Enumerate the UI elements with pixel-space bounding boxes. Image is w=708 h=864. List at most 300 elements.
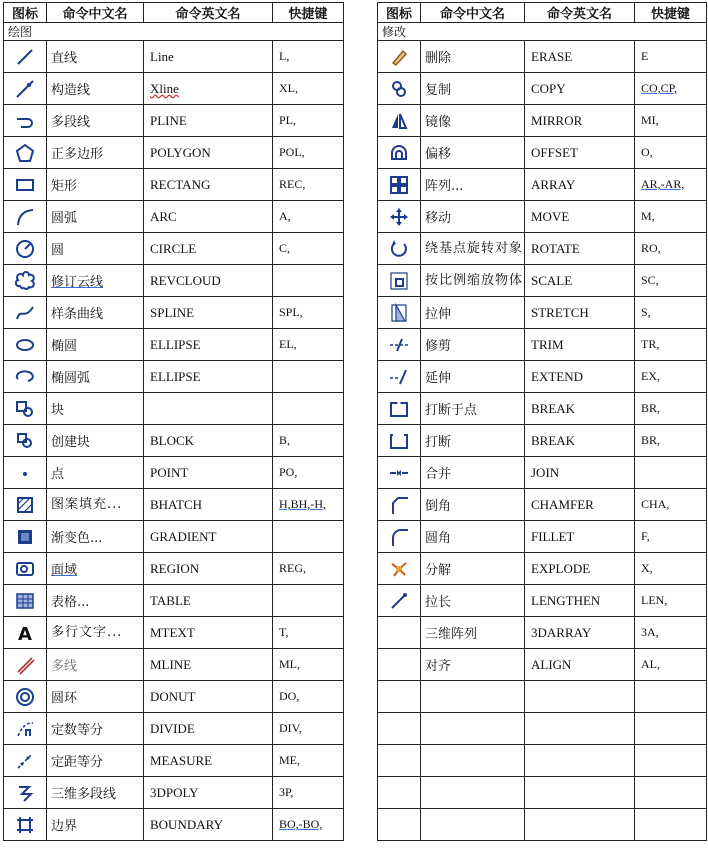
rectangle-icon bbox=[14, 174, 36, 196]
icon-cell bbox=[378, 649, 421, 681]
en-name-cell: DIVIDE bbox=[144, 713, 273, 745]
table-row bbox=[378, 73, 707, 105]
cn-name-cell: 直线 bbox=[47, 41, 144, 73]
table-row bbox=[4, 713, 344, 745]
icon-cell bbox=[378, 585, 421, 617]
icon-cell bbox=[378, 425, 421, 457]
icon-cell bbox=[4, 617, 47, 649]
en-name-cell: POINT bbox=[144, 457, 273, 489]
en-name-cell: DONUT bbox=[144, 681, 273, 713]
icon-cell bbox=[4, 713, 47, 745]
table-row bbox=[4, 329, 344, 361]
icon-cell bbox=[4, 41, 47, 73]
cn-name-cell: 椭圆弧 bbox=[47, 361, 144, 393]
table-row bbox=[378, 681, 707, 713]
en-name-cell: ELLIPSE bbox=[144, 361, 273, 393]
cn-name-cell: 修订云线 bbox=[47, 265, 144, 297]
icon-cell bbox=[4, 745, 47, 777]
table-row bbox=[4, 41, 344, 73]
cn-name-cell: 圆环 bbox=[47, 681, 144, 713]
en-name-cell: STRETCH bbox=[525, 297, 635, 329]
measure-icon bbox=[14, 750, 36, 772]
cn-name-cell bbox=[421, 777, 525, 809]
cn-name-cell: 阵列... bbox=[421, 169, 525, 201]
explode-icon bbox=[388, 558, 410, 580]
table-row bbox=[378, 713, 707, 745]
xline-icon bbox=[14, 78, 36, 100]
shortcut-cell: 3A, bbox=[635, 617, 707, 649]
block-icon bbox=[14, 398, 36, 420]
cn-name-cell: 样条曲线 bbox=[47, 297, 144, 329]
table-row bbox=[4, 393, 344, 425]
ellipse-arc-icon bbox=[14, 366, 36, 388]
table-row bbox=[4, 777, 344, 809]
cn-name-cell: 绕基点旋转对象 bbox=[421, 233, 525, 265]
en-name-cell: BREAK bbox=[525, 393, 635, 425]
cn-name-cell: 点 bbox=[47, 457, 144, 489]
arc-icon bbox=[14, 206, 36, 228]
shortcut-cell bbox=[273, 521, 344, 553]
icon-cell bbox=[378, 617, 421, 649]
shortcut-cell: MI, bbox=[635, 105, 707, 137]
en-name-cell: MTEXT bbox=[144, 617, 273, 649]
shortcut-cell: B, bbox=[273, 425, 344, 457]
header-icon: 图标 bbox=[4, 3, 47, 23]
cn-name-cell: 矩形 bbox=[47, 169, 144, 201]
table-row bbox=[378, 649, 707, 681]
icon-cell bbox=[4, 489, 47, 521]
shortcut-cell: XL, bbox=[273, 73, 344, 105]
header-cn-name: 命令中文名 bbox=[47, 3, 144, 23]
circle-icon bbox=[14, 238, 36, 260]
shortcut-cell: L, bbox=[273, 41, 344, 73]
revcloud-icon bbox=[14, 270, 36, 292]
icon-cell bbox=[378, 73, 421, 105]
ellipse-icon bbox=[14, 334, 36, 356]
divide-icon bbox=[14, 718, 36, 740]
shortcut-cell bbox=[635, 713, 707, 745]
icon-cell bbox=[4, 201, 47, 233]
cn-name-cell: 对齐 bbox=[421, 649, 525, 681]
icon-cell bbox=[378, 681, 421, 713]
shortcut-cell: LEN, bbox=[635, 585, 707, 617]
shortcut-cell: PL, bbox=[273, 105, 344, 137]
header-shortcut: 快捷键 bbox=[273, 3, 344, 23]
shortcut-cell: BR, bbox=[635, 393, 707, 425]
table-row bbox=[378, 425, 707, 457]
icon-cell bbox=[378, 41, 421, 73]
en-name-cell: RECTANG bbox=[144, 169, 273, 201]
header-cn-name: 命令中文名 bbox=[421, 3, 525, 23]
table-row bbox=[4, 265, 344, 297]
table-icon bbox=[14, 590, 36, 612]
icon-cell bbox=[378, 553, 421, 585]
table-row bbox=[4, 553, 344, 585]
table-row bbox=[378, 297, 707, 329]
copy-icon bbox=[388, 78, 410, 100]
point-icon bbox=[14, 462, 36, 484]
shortcut-cell bbox=[635, 745, 707, 777]
icon-cell bbox=[378, 329, 421, 361]
shortcut-cell: 3P, bbox=[273, 777, 344, 809]
shortcut-cell bbox=[635, 457, 707, 489]
table-row bbox=[378, 105, 707, 137]
section-title-modify: 修改 bbox=[378, 23, 707, 41]
table-row bbox=[378, 41, 707, 73]
icon-cell bbox=[4, 777, 47, 809]
cn-name-cell: 多行文字... bbox=[47, 617, 144, 649]
icon-cell bbox=[4, 105, 47, 137]
shortcut-cell: CHA, bbox=[635, 489, 707, 521]
en-name-cell: FILLET bbox=[525, 521, 635, 553]
shortcut-cell: EX, bbox=[635, 361, 707, 393]
cn-name-cell: 偏移 bbox=[421, 137, 525, 169]
icon-cell bbox=[378, 233, 421, 265]
table-row bbox=[4, 649, 344, 681]
shortcut-cell: EL, bbox=[273, 329, 344, 361]
icon-cell bbox=[4, 809, 47, 841]
icon-cell bbox=[4, 585, 47, 617]
shortcut-cell bbox=[273, 585, 344, 617]
table-row bbox=[378, 265, 707, 297]
icon-cell bbox=[4, 553, 47, 585]
en-name-cell: MIRROR bbox=[525, 105, 635, 137]
table-row bbox=[4, 809, 344, 841]
table-row bbox=[4, 105, 344, 137]
stretch-icon bbox=[388, 302, 410, 324]
table-row bbox=[4, 361, 344, 393]
chamfer-icon bbox=[388, 494, 410, 516]
cn-name-cell bbox=[421, 713, 525, 745]
table-row bbox=[4, 489, 344, 521]
shortcut-cell: S, bbox=[635, 297, 707, 329]
icon-cell bbox=[378, 457, 421, 489]
icon-cell bbox=[4, 393, 47, 425]
table-row bbox=[4, 681, 344, 713]
table-row bbox=[378, 233, 707, 265]
table-row bbox=[378, 489, 707, 521]
shortcut-cell: A, bbox=[273, 201, 344, 233]
cn-name-cell: 移动 bbox=[421, 201, 525, 233]
section-row bbox=[378, 23, 707, 41]
table-row bbox=[378, 809, 707, 841]
table-row bbox=[4, 201, 344, 233]
icon-cell bbox=[378, 745, 421, 777]
en-name-cell: EXPLODE bbox=[525, 553, 635, 585]
shortcut-cell: DO, bbox=[273, 681, 344, 713]
donut-icon bbox=[14, 686, 36, 708]
mline-icon bbox=[14, 654, 36, 676]
create-block-icon bbox=[14, 430, 36, 452]
header-shortcut: 快捷键 bbox=[635, 3, 707, 23]
3dpoly-icon bbox=[14, 782, 36, 804]
en-name-cell: TRIM bbox=[525, 329, 635, 361]
en-name-cell: OFFSET bbox=[525, 137, 635, 169]
en-name-cell bbox=[144, 393, 273, 425]
hatch-icon bbox=[14, 494, 36, 516]
shortcut-cell bbox=[635, 777, 707, 809]
icon-cell bbox=[378, 201, 421, 233]
icon-cell bbox=[378, 105, 421, 137]
en-name-cell: ROTATE bbox=[525, 233, 635, 265]
table-row bbox=[378, 553, 707, 585]
cn-name-cell: 三维多段线 bbox=[47, 777, 144, 809]
icon-cell bbox=[378, 137, 421, 169]
trim-icon bbox=[388, 334, 410, 356]
modify-commands-table bbox=[377, 2, 707, 841]
table-row bbox=[4, 585, 344, 617]
offset-icon bbox=[388, 142, 410, 164]
gradient-icon bbox=[14, 526, 36, 548]
table-row bbox=[378, 137, 707, 169]
scale-icon bbox=[388, 270, 410, 292]
icon-cell bbox=[4, 361, 47, 393]
shortcut-cell: DIV, bbox=[273, 713, 344, 745]
shortcut-cell: SPL, bbox=[273, 297, 344, 329]
cn-name-cell: 面域 bbox=[47, 553, 144, 585]
table-row bbox=[4, 425, 344, 457]
cn-name-cell: 渐变色... bbox=[47, 521, 144, 553]
table-row bbox=[4, 521, 344, 553]
shortcut-cell: AR,-AR, bbox=[635, 169, 707, 201]
icon-cell bbox=[378, 265, 421, 297]
shortcut-cell: T, bbox=[273, 617, 344, 649]
table-row bbox=[4, 169, 344, 201]
cn-name-cell bbox=[421, 745, 525, 777]
cn-name-cell: 倒角 bbox=[421, 489, 525, 521]
icon-cell bbox=[378, 777, 421, 809]
erase-icon bbox=[388, 46, 410, 68]
icon-cell bbox=[4, 297, 47, 329]
header-icon: 图标 bbox=[378, 3, 421, 23]
table-row bbox=[4, 73, 344, 105]
header-row bbox=[4, 3, 344, 23]
cn-name-cell: 边界 bbox=[47, 809, 144, 841]
en-name-cell: BHATCH bbox=[144, 489, 273, 521]
en-name-cell bbox=[525, 681, 635, 713]
cn-name-cell: 复制 bbox=[421, 73, 525, 105]
cn-name-cell: 创建块 bbox=[47, 425, 144, 457]
icon-cell bbox=[378, 169, 421, 201]
en-name-cell: EXTEND bbox=[525, 361, 635, 393]
shortcut-cell bbox=[635, 681, 707, 713]
en-name-cell: SPLINE bbox=[144, 297, 273, 329]
en-name-cell bbox=[525, 809, 635, 841]
spline-icon bbox=[14, 302, 36, 324]
header-row bbox=[378, 3, 707, 23]
cn-name-cell bbox=[421, 809, 525, 841]
icon-cell bbox=[378, 297, 421, 329]
icon-cell bbox=[378, 489, 421, 521]
cn-name-cell: 圆 bbox=[47, 233, 144, 265]
boundary-icon bbox=[14, 814, 36, 836]
join-icon bbox=[388, 462, 410, 484]
en-name-cell: ELLIPSE bbox=[144, 329, 273, 361]
shortcut-cell: RO, bbox=[635, 233, 707, 265]
table-row bbox=[378, 617, 707, 649]
cn-name-cell: 构造线 bbox=[47, 73, 144, 105]
icon-cell bbox=[4, 73, 47, 105]
en-name-cell: REGION bbox=[144, 553, 273, 585]
svg-text:A: A bbox=[18, 623, 32, 644]
cn-name-cell: 合并 bbox=[421, 457, 525, 489]
mtext-icon bbox=[14, 622, 36, 644]
table-row bbox=[378, 457, 707, 489]
table-row bbox=[378, 393, 707, 425]
shortcut-cell bbox=[273, 361, 344, 393]
table-row bbox=[4, 233, 344, 265]
cn-name-cell: 多线 bbox=[47, 649, 144, 681]
icon-cell bbox=[4, 649, 47, 681]
fillet-icon bbox=[388, 526, 410, 548]
cn-name-cell: 按比例缩放物体 bbox=[421, 265, 525, 297]
cn-name-cell: 正多边形 bbox=[47, 137, 144, 169]
cn-name-cell: 表格... bbox=[47, 585, 144, 617]
en-name-cell bbox=[525, 745, 635, 777]
lengthen-icon bbox=[388, 590, 410, 612]
shortcut-cell bbox=[273, 393, 344, 425]
extend-icon bbox=[388, 366, 410, 388]
en-name-cell: ARC bbox=[144, 201, 273, 233]
shortcut-cell: M, bbox=[635, 201, 707, 233]
icon-cell bbox=[4, 233, 47, 265]
table-row bbox=[378, 201, 707, 233]
shortcut-cell: CO,CP, bbox=[635, 73, 707, 105]
en-name-cell: Xline bbox=[144, 73, 273, 105]
en-name-cell: Line bbox=[144, 41, 273, 73]
cn-name-cell: 打断 bbox=[421, 425, 525, 457]
icon-cell bbox=[378, 361, 421, 393]
cn-name-cell: 修剪 bbox=[421, 329, 525, 361]
table-row bbox=[378, 585, 707, 617]
table-row bbox=[4, 745, 344, 777]
mirror-icon bbox=[388, 110, 410, 132]
en-name-cell: GRADIENT bbox=[144, 521, 273, 553]
table-row bbox=[378, 745, 707, 777]
icon-cell bbox=[378, 393, 421, 425]
en-name-cell: REVCLOUD bbox=[144, 265, 273, 297]
cn-name-cell: 删除 bbox=[421, 41, 525, 73]
en-name-cell: LENGTHEN bbox=[525, 585, 635, 617]
cn-name-cell: 图案填充... bbox=[47, 489, 144, 521]
table-row bbox=[378, 521, 707, 553]
break-icon bbox=[388, 430, 410, 452]
shortcut-cell: AL, bbox=[635, 649, 707, 681]
cn-name-cell: 镜像 bbox=[421, 105, 525, 137]
draw-commands-table bbox=[3, 2, 344, 841]
en-name-cell: ERASE bbox=[525, 41, 635, 73]
en-name-cell: ARRAY bbox=[525, 169, 635, 201]
cn-name-cell: 拉长 bbox=[421, 585, 525, 617]
en-name-cell bbox=[525, 713, 635, 745]
table-row bbox=[4, 297, 344, 329]
en-name-cell: ALIGN bbox=[525, 649, 635, 681]
header-en-name: 命令英文名 bbox=[525, 3, 635, 23]
cn-name-cell: 分解 bbox=[421, 553, 525, 585]
cn-name-cell: 椭圆 bbox=[47, 329, 144, 361]
shortcut-cell: REG, bbox=[273, 553, 344, 585]
cn-name-cell: 延伸 bbox=[421, 361, 525, 393]
cn-name-cell: 打断于点 bbox=[421, 393, 525, 425]
icon-cell bbox=[378, 713, 421, 745]
cn-name-cell bbox=[421, 681, 525, 713]
shortcut-cell: E bbox=[635, 41, 707, 73]
shortcut-cell: C, bbox=[273, 233, 344, 265]
en-name-cell: TABLE bbox=[144, 585, 273, 617]
shortcut-cell: POL, bbox=[273, 137, 344, 169]
table-row bbox=[4, 617, 344, 649]
icon-cell bbox=[378, 809, 421, 841]
cn-name-cell: 圆角 bbox=[421, 521, 525, 553]
shortcut-cell: TR, bbox=[635, 329, 707, 361]
en-name-cell: POLYGON bbox=[144, 137, 273, 169]
en-name-cell: JOIN bbox=[525, 457, 635, 489]
pline-icon bbox=[14, 110, 36, 132]
en-name-cell bbox=[525, 777, 635, 809]
region-icon bbox=[14, 558, 36, 580]
en-name-cell: SCALE bbox=[525, 265, 635, 297]
shortcut-cell: BO,-BO, bbox=[273, 809, 344, 841]
en-name-cell: BOUNDARY bbox=[144, 809, 273, 841]
icon-cell bbox=[4, 681, 47, 713]
header-en-name: 命令英文名 bbox=[144, 3, 273, 23]
table-row bbox=[378, 361, 707, 393]
icon-cell bbox=[4, 457, 47, 489]
shortcut-cell: X, bbox=[635, 553, 707, 585]
line-icon bbox=[14, 46, 36, 68]
icon-cell bbox=[4, 137, 47, 169]
shortcut-cell: ML, bbox=[273, 649, 344, 681]
rotate-icon bbox=[388, 238, 410, 260]
icon-cell bbox=[4, 425, 47, 457]
shortcut-cell bbox=[273, 265, 344, 297]
shortcut-cell: ME, bbox=[273, 745, 344, 777]
shortcut-cell bbox=[635, 809, 707, 841]
en-name-cell: 3DARRAY bbox=[525, 617, 635, 649]
cn-name-cell: 定距等分 bbox=[47, 745, 144, 777]
shortcut-cell: PO, bbox=[273, 457, 344, 489]
section-row bbox=[4, 23, 344, 41]
cn-name-cell: 圆弧 bbox=[47, 201, 144, 233]
shortcut-cell: BR, bbox=[635, 425, 707, 457]
en-name-cell: MEASURE bbox=[144, 745, 273, 777]
icon-cell bbox=[4, 265, 47, 297]
polygon-icon bbox=[14, 142, 36, 164]
en-name-cell: COPY bbox=[525, 73, 635, 105]
cn-name-cell: 多段线 bbox=[47, 105, 144, 137]
shortcut-cell: O, bbox=[635, 137, 707, 169]
shortcut-cell: REC, bbox=[273, 169, 344, 201]
icon-cell bbox=[378, 521, 421, 553]
cn-name-cell: 块 bbox=[47, 393, 144, 425]
table-row bbox=[378, 169, 707, 201]
table-row bbox=[4, 137, 344, 169]
shortcut-cell: F, bbox=[635, 521, 707, 553]
cn-name-cell: 拉伸 bbox=[421, 297, 525, 329]
icon-cell bbox=[4, 329, 47, 361]
en-name-cell: MLINE bbox=[144, 649, 273, 681]
section-title-draw: 绘图 bbox=[4, 23, 344, 41]
cn-name-cell: 定数等分 bbox=[47, 713, 144, 745]
table-row bbox=[378, 777, 707, 809]
en-name-cell: BREAK bbox=[525, 425, 635, 457]
en-name-cell: CHAMFER bbox=[525, 489, 635, 521]
move-icon bbox=[388, 206, 410, 228]
shortcut-cell: H,BH,-H, bbox=[273, 489, 344, 521]
en-name-cell: MOVE bbox=[525, 201, 635, 233]
en-name-cell: PLINE bbox=[144, 105, 273, 137]
en-name-cell: BLOCK bbox=[144, 425, 273, 457]
